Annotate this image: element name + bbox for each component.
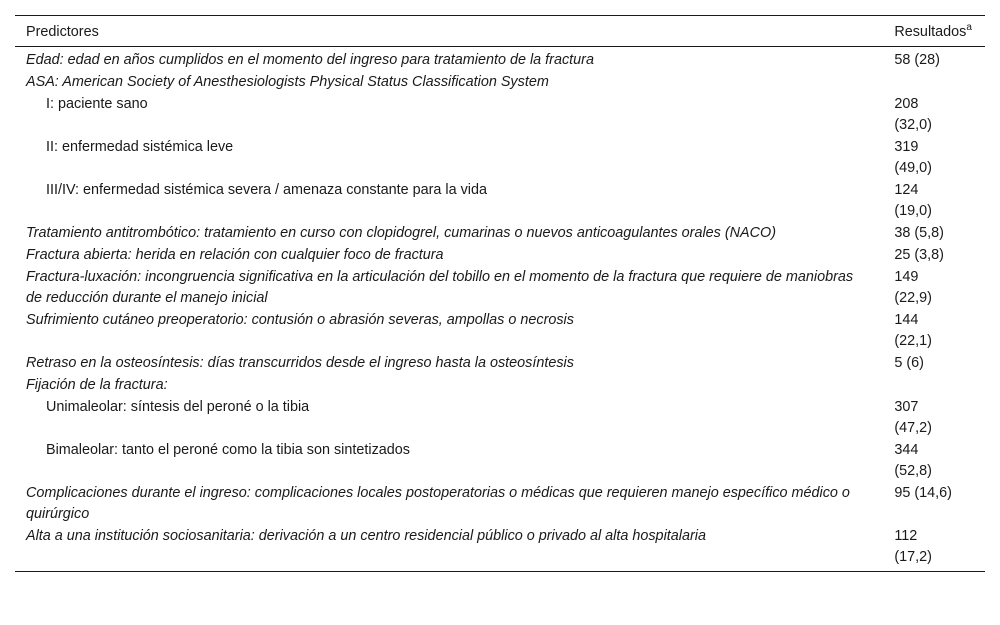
result-cell	[884, 353, 985, 375]
predictor-cell: III/IV: enfermedad sistémica severa / amenaza constante para la vida	[46, 182, 488, 198]
result-cell	[884, 137, 985, 180]
predictor-cell: Bimaleolar: tanto el peroné como la tibia son sintetizados	[46, 442, 410, 458]
result-value: 112 (17,2)	[894, 528, 932, 565]
result-value: 124 (19,0)	[894, 182, 932, 219]
result-cell	[884, 245, 985, 267]
predictors-header: Predictores	[15, 16, 884, 47]
predictors-table	[15, 15, 985, 572]
predictor-cell: Alta a una institución sociosanitaria: derivación a un centro residencial público o privado al alta hospitalaria	[15, 526, 884, 572]
result-value: 307 (47,2)	[894, 399, 932, 436]
predictor-cell: Unimaleolar: síntesis del peroné o la tibia	[46, 399, 310, 415]
result-cell	[884, 47, 985, 73]
result-cell	[884, 72, 985, 94]
results-footnote-marker: a	[966, 22, 972, 33]
result-cell	[884, 223, 985, 245]
results-header-label: Resultados	[894, 24, 967, 40]
result-value: 38 (5,8)	[894, 225, 944, 241]
predictor-cell: I: paciente sano	[46, 96, 148, 112]
result-value: 58 (28)	[894, 52, 940, 68]
table-row	[15, 310, 985, 353]
result-cell	[884, 440, 985, 483]
header-row	[15, 16, 985, 47]
result-cell	[884, 180, 985, 223]
result-cell	[884, 375, 985, 397]
result-cell	[884, 483, 985, 526]
result-value: 144 (22,1)	[894, 312, 932, 349]
result-value: 344 (52,8)	[894, 442, 932, 479]
predictor-cell: Fractura abierta: herida en relación con cualquier foco de fractura	[26, 247, 444, 263]
table-row	[15, 223, 985, 245]
table-row	[15, 353, 985, 375]
predictor-cell: Sufrimiento cutáneo preoperatorio: contusión o abrasión severas, ampollas o necrosis	[26, 312, 574, 328]
predictor-cell: Edad: edad en años cumplidos en el momento del ingreso para tratamiento de la fractura	[26, 52, 594, 68]
result-value: 208 (32,0)	[894, 96, 932, 133]
table-row	[15, 483, 985, 526]
predictor-cell: Tratamiento antitrombótico: tratamiento en curso con clopidogrel, cumarinas o nuevos anticoagulantes orales (NACO)	[26, 225, 777, 241]
predictor-cell: Fractura-luxación: incongruencia significativa en la articulación del tobillo en el momento de la fractura que requiere de maniobras de reducción durante el manejo inicial	[26, 269, 854, 306]
table-row	[15, 397, 985, 440]
result-value: 319 (49,0)	[894, 139, 932, 176]
table-row	[15, 180, 985, 223]
table-row	[15, 267, 985, 310]
result-cell	[884, 267, 985, 310]
result-value: 149 (22,9)	[894, 269, 932, 306]
predictor-cell: Fijación de la fractura:	[26, 377, 168, 393]
result-cell	[884, 94, 985, 137]
result-value: 25 (3,8)	[894, 247, 944, 263]
predictor-cell: ASA: American Society of Anesthesiologists Physical Status Classification System	[26, 74, 549, 90]
table-row	[15, 245, 985, 267]
table-row	[15, 440, 985, 483]
predictor-cell: II: enfermedad sistémica leve	[46, 139, 234, 155]
result-cell	[884, 310, 985, 353]
predictor-cell: Complicaciones durante el ingreso: complicaciones locales postoperatorias o médicas que requieren manejo específico médico o quirúrgico	[26, 485, 850, 522]
predictor-cell: Retraso en la osteosíntesis: días transcurridos desde el ingreso hasta la osteosíntesis	[26, 355, 574, 371]
table-row	[15, 94, 985, 137]
result-value: 5 (6)	[894, 355, 924, 371]
table-row	[15, 137, 985, 180]
table-row	[15, 47, 985, 73]
table-row	[15, 72, 985, 94]
result-cell	[884, 397, 985, 440]
table-row	[15, 375, 985, 397]
results-header	[884, 16, 985, 47]
table-row	[15, 526, 985, 572]
result-value: 95 (14,6)	[894, 485, 952, 501]
result-cell	[884, 526, 985, 572]
